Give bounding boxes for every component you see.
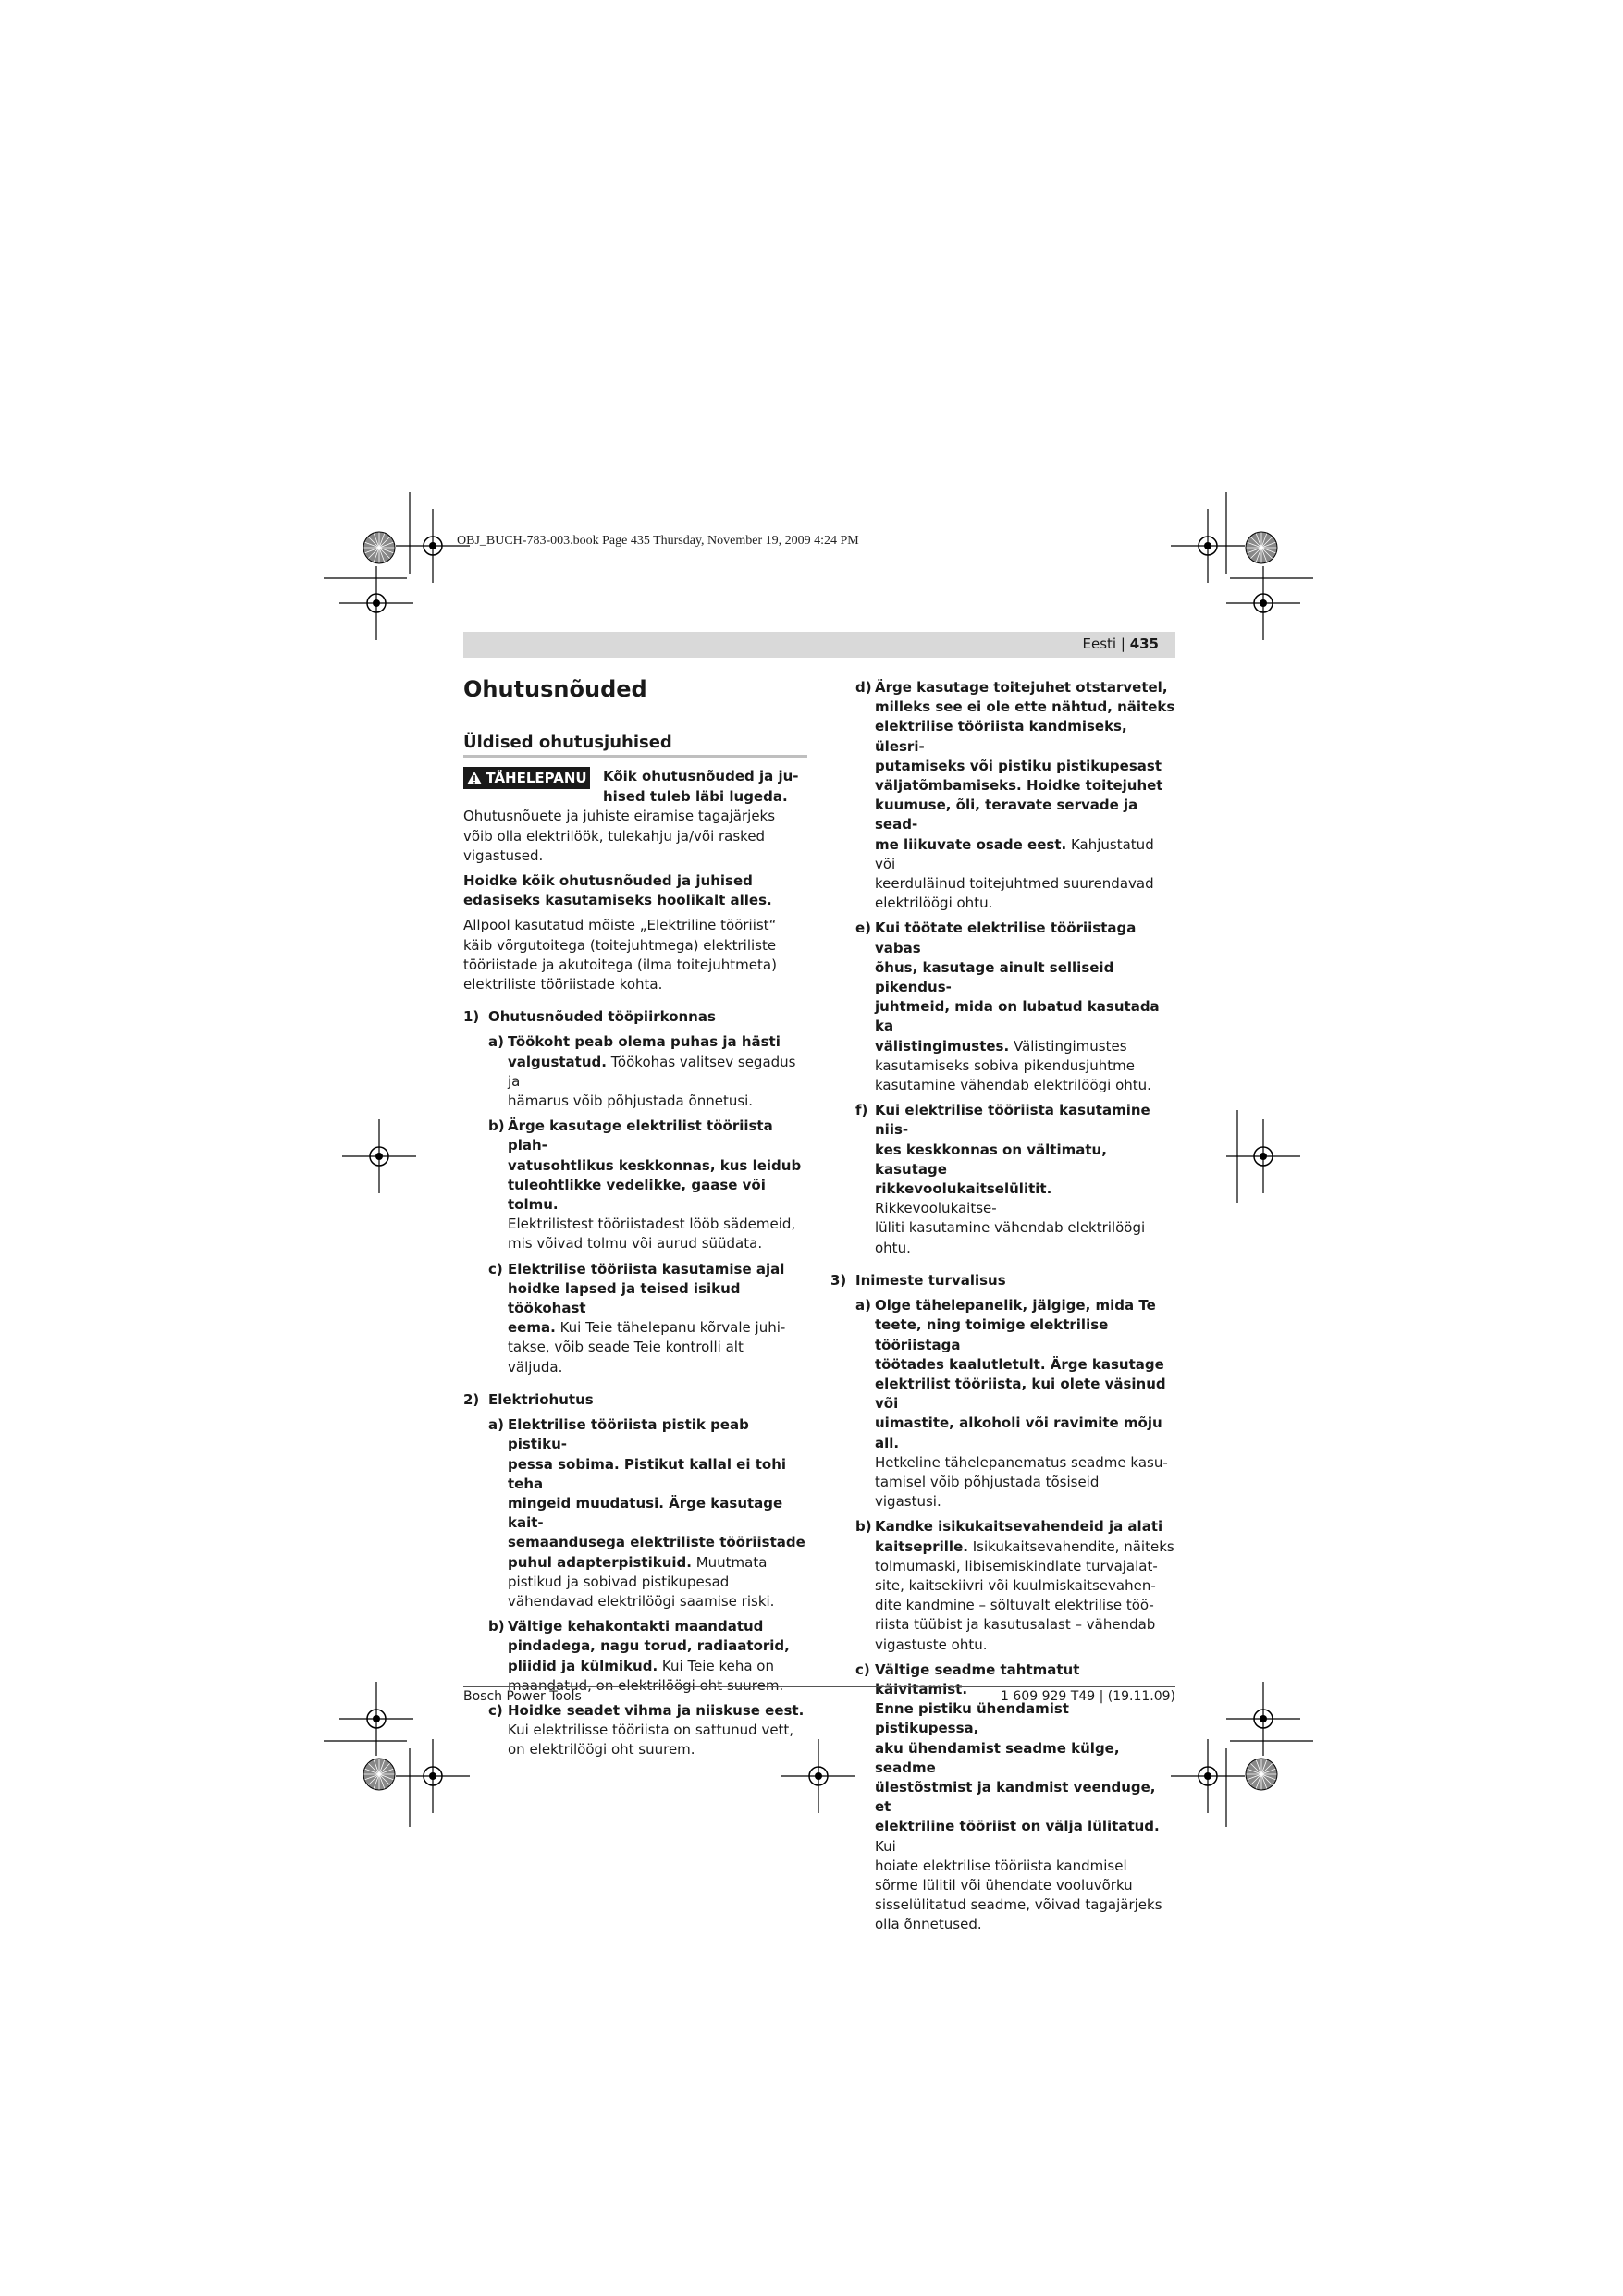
list-item-line: elektrilise tööriista kandmiseks, ülesri- (875, 718, 1127, 755)
list-item-line: Kandke isikukaitsevahendeid ja alati (875, 1518, 1163, 1536)
list-item-label: a) (855, 1297, 871, 1315)
header-text (1082, 636, 1159, 652)
list-item-line: kes keskkonnas on vältimatu, kasutage (875, 1141, 1107, 1178)
footer-doc-number: 1 609 929 T49 | (19.11.09) (1001, 1689, 1175, 1704)
list-item-line: dite kandmine – sõltuvalt elektrilise töö- (875, 1597, 1154, 1614)
list-item-line: tolmumaski, libisemiskindlate turvajalat- (875, 1557, 1158, 1574)
list-item-label: f) (855, 1102, 868, 1119)
section-title: Inimeste turvalisus (855, 1271, 1006, 1289)
list-item-line: kasutamine vähendab elektrilöögi ohtu. (875, 1077, 1151, 1094)
list-item-line: Hetkeline tähelepanematus seadme kasu- (875, 1453, 1168, 1471)
list-item-line: ülestõstmist ja kandmist veenduge, et (875, 1778, 1156, 1816)
list-item-line: sõrme lülitil või ühendate vooluvõrku (875, 1876, 1133, 1894)
list-item-line: lüliti kasutamine vähendab elektrilöögi (875, 1219, 1146, 1237)
footer-publisher: Bosch Power Tools (463, 1689, 582, 1704)
list-item-line: vähendavad elektrilöögi saamise riski. (508, 1592, 775, 1610)
text-line: tööriistade ja akutoitega (ilma toitejuhtmeta) (463, 956, 777, 973)
list-item-line: Kui elektrilisse tööriista on sattunud vett, (508, 1722, 794, 1739)
list-item-line: Vältige kehakontakti maandatud (508, 1618, 764, 1636)
list-item-line: olla õnnetused. (875, 1916, 982, 1933)
list-item-line: riista tüübist ja kasutusalast – vähendab (875, 1616, 1156, 1634)
section-1-heading (463, 1007, 807, 1027)
list-item-label: c) (855, 1660, 870, 1678)
warning-label: TÄHELEPANU (486, 769, 587, 786)
list-item-label: b) (855, 1518, 872, 1536)
section-rule (463, 755, 807, 758)
list-item-line: ohtu. (875, 1239, 911, 1256)
list-item-line: uimastite, alkoholi või ravimite mõju all. (875, 1414, 1162, 1451)
list-item (830, 1296, 1175, 1512)
list-item-line: vigastuste ohtu. (875, 1636, 988, 1653)
warning-text-line: hised tuleb läbi lugeda. (603, 787, 788, 805)
list-item-label: c) (488, 1260, 503, 1278)
list-item-line: Hoidke seadet vihma ja niiskuse eest. (508, 1701, 805, 1719)
list-item-line: elektriline tööriist on välja lülitatud. Kui (875, 1818, 1160, 1855)
list-item (830, 1517, 1175, 1654)
list-item (463, 1032, 807, 1111)
list-item-line: väljuda. (508, 1358, 563, 1376)
header-language: Eesti (1082, 636, 1117, 652)
list-item (830, 1101, 1175, 1258)
list-item-line: Elektrilise tööriista kasutamise ajal (508, 1260, 785, 1278)
text-line: Hoidke kõik ohutusnõuded ja juhised (463, 872, 753, 890)
list-item-line: mis võivad tolmu või aurud süüdata. (508, 1235, 763, 1253)
list-item-line: Elektrilise tööriista pistik peab pistiku- (508, 1416, 749, 1453)
header-separator: | (1120, 636, 1125, 652)
warning-badge (463, 767, 590, 789)
list-item-line: Elektrilistest tööriistadest lööb sädemeid, (508, 1216, 796, 1233)
general-paragraph-2 (463, 871, 807, 910)
list-item (463, 1617, 807, 1696)
list-item-line: õhus, kasutage ainult selliseid pikendus- (875, 958, 1114, 996)
list-item (830, 919, 1175, 1095)
list-item (463, 1260, 807, 1377)
list-item-line: takse, võib seade Teie kontrolli alt (508, 1339, 744, 1356)
page-title: Ohutusnõuded (463, 676, 647, 702)
list-item-line: vatusohtlikus keskkonnas, kus leidub (508, 1156, 802, 1174)
list-item-label: a) (488, 1416, 504, 1434)
list-item-line: semaandusega elektriliste tööriistade (508, 1534, 805, 1551)
text-line: Ohutusnõuete ja juhiste eiramise tagajärjeks (463, 808, 776, 825)
footer-rule (463, 1686, 1175, 1687)
section-1-items (463, 1032, 807, 1376)
list-item (830, 678, 1175, 913)
list-item-line: rikkevoolukaitselülitit. Rikkevoolukaitse- (875, 1180, 1052, 1217)
list-item-line: mingeid muudatusi. Ärge kasutage kait- (508, 1494, 783, 1532)
warning-text-line: Kõik ohutusnõuded ja ju- (603, 768, 799, 785)
page-number: 435 (1129, 636, 1159, 652)
section-3-heading (830, 1271, 1175, 1290)
section-number: 3) (830, 1271, 847, 1289)
list-item-line: Ärge kasutage toitejuhet otstarvetel, (875, 679, 1168, 696)
list-item (463, 1415, 807, 1611)
list-item-line: vigastusi. (875, 1493, 941, 1511)
page-header (463, 632, 1175, 658)
section-2-items (463, 1415, 807, 1759)
list-item-line: elektrilöögi ohtu. (875, 895, 993, 912)
list-item-line: elektrilist tööriista, kui olete väsinud või (875, 1375, 1166, 1413)
list-item-label: b) (488, 1117, 505, 1135)
list-item-line: puhul adapterpistikuid. Muutmata (508, 1553, 768, 1571)
list-item-line: eema. Kui Teie tähelepanu kõrvale juhi- (508, 1319, 786, 1337)
section-2-items-continued (830, 678, 1175, 1258)
list-item-line: Enne pistiku ühendamist pistikupessa, (875, 1700, 1069, 1737)
list-item-line: on elektrilöögi oht suurem. (508, 1741, 695, 1759)
list-item-label: c) (488, 1701, 503, 1719)
general-paragraph-3 (463, 916, 807, 994)
list-item-line: kaitseprille. Isikukaitsevahendite, näiteks (875, 1537, 1174, 1555)
list-item-line: Vältige seadme tahtmatut käivitamist. (875, 1660, 1080, 1697)
print-slug: OBJ_BUCH-783-003.book Page 435 Thursday, November 19, 2009 4:24 PM (457, 534, 859, 548)
section-number: 1) (463, 1008, 480, 1026)
list-item-line: Kui elektrilise tööriista kasutamine niis- (875, 1102, 1150, 1139)
list-item-line: hoidke lapsed ja teised isikud töökohast (508, 1279, 741, 1317)
warning-block (463, 767, 807, 807)
list-item-line: väljatõmbamiseks. Hoidke toitejuhet (875, 777, 1163, 795)
section-title: Elektriohutus (488, 1390, 594, 1408)
list-item-line: hämarus võib põhjustada õnnetusi. (508, 1092, 754, 1110)
list-item-label: e) (855, 920, 872, 937)
list-item-line: tamisel võib põhjustada tõsiseid (875, 1473, 1100, 1490)
list-item-line: Olge tähelepanelik, jälgige, mida Te (875, 1297, 1156, 1315)
list-item-line: teete, ning toimige elektrilise tööriistaga (875, 1316, 1109, 1353)
section-3-items (830, 1296, 1175, 1935)
text-line: Allpool kasutatud mõiste „Elektriline tööriist“ (463, 917, 777, 934)
list-item-line: aku ühendamist seadme külge, seadme (875, 1739, 1120, 1776)
left-column (463, 676, 807, 1760)
right-column (830, 678, 1175, 1935)
list-item-line: tuleohtlikke vedelikke, gaase või tolmu. (508, 1176, 766, 1214)
list-item-line: valgustatud. Töökohas valitsev segadus ja (508, 1053, 796, 1090)
list-item-line: kasutamiseks sobiva pikendusjuhtme (875, 1056, 1135, 1074)
list-item-label: a) (488, 1033, 504, 1051)
list-item-line: me liikuvate osade eest. Kahjustatud või (875, 835, 1154, 872)
list-item-line: juhtmeid, mida on lubatud kasutada ka (875, 998, 1160, 1035)
list-item-line: Ärge kasutage elektrilist tööriista plah- (508, 1117, 773, 1154)
list-item (463, 1117, 807, 1253)
list-item-line: kuumuse, õli, teravate servade ja sead- (875, 796, 1138, 833)
text-line: edasiseks kasutamiseks hoolikalt alles. (463, 892, 772, 909)
list-item-line: Kui töötate elektrilise tööriistaga vabas (875, 920, 1137, 957)
list-item-line: pindadega, nagu torud, radiaatorid, (508, 1637, 790, 1655)
list-item-label: b) (488, 1618, 505, 1636)
text-line: käib võrgutoitega (toitejuhtmega) elektriliste (463, 936, 777, 954)
warning-triangle-icon (466, 771, 483, 785)
text-line: elektriliste tööriistade kohta. (463, 976, 663, 994)
text-line: võib olla elektrilöök, tulekahju ja/või rasked (463, 827, 766, 845)
list-item-line: pistikud ja sobivad pistikupesad (508, 1573, 730, 1590)
list-item-line: pessa sobima. Pistikut kallal ei tohi teha (508, 1455, 787, 1492)
general-paragraph-1 (463, 807, 807, 866)
section-heading: Üldised ohutusjuhised (463, 733, 672, 753)
list-item-label: d) (855, 679, 872, 696)
list-item-line: töötades kaalutletult. Ärge kasutage (875, 1355, 1164, 1373)
text-line: vigastused. (463, 846, 544, 864)
list-item-line: välistingimustes. Välistingimustes (875, 1037, 1127, 1055)
list-item-line: maandatud, on elektrilöögi oht suurem. (508, 1676, 784, 1694)
list-item-line: putamiseks või pistiku pistikupesast (875, 757, 1162, 774)
list-item-line: pliidid ja külmikud. Kui Teie keha on (508, 1657, 774, 1674)
list-item-line: Töökoht peab olema puhas ja hästi (508, 1033, 781, 1051)
list-item-line: milleks see ei ole ette nähtud, näiteks (875, 698, 1175, 716)
list-item-line: keerduläinud toitejuhtmed suurendavad (875, 875, 1154, 893)
list-item-line: sisselülitatud seadme, võivad tagajärjeks (875, 1896, 1162, 1914)
section-number: 2) (463, 1390, 480, 1408)
list-item-line: hoiate elektrilise tööriista kandmisel (875, 1857, 1127, 1874)
section-title: Ohutusnõuded tööpiirkonnas (488, 1008, 716, 1026)
list-item (463, 1701, 807, 1760)
list-item-line: site, kaitsekiivri või kuulmiskaitsevahen- (875, 1576, 1156, 1594)
section-2-heading (463, 1390, 807, 1410)
